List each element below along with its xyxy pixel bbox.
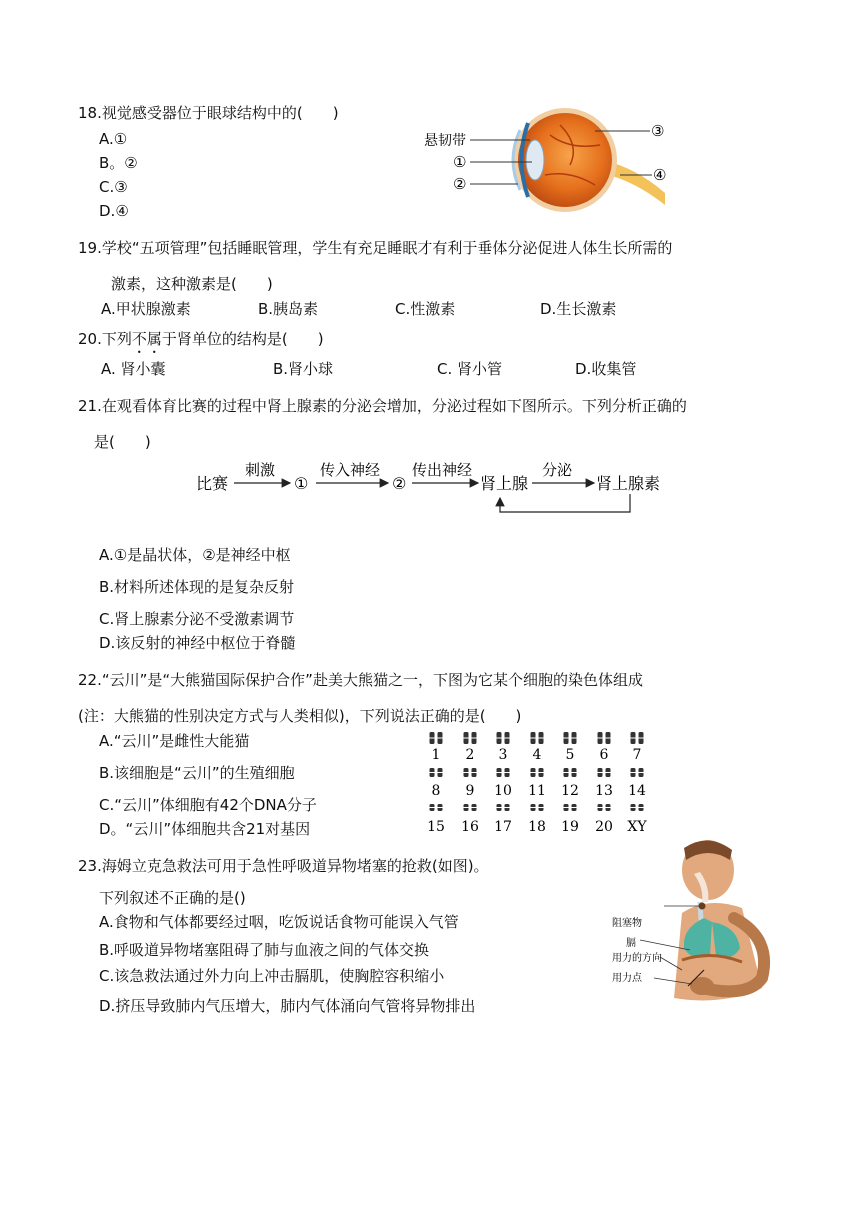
q20-option-a: A. 肾小囊 [101, 360, 166, 378]
q19-option-d: D.生长激素 [540, 300, 617, 318]
chromosome-pair [430, 804, 443, 811]
q21-stem-line1: 21.在观看体育比赛的过程中肾上腺素的分泌会增加，分泌过程如下图所示。下列分析正确的 [78, 397, 687, 415]
reflex-flow-diagram [190, 456, 670, 518]
chromosome-pair [598, 768, 611, 777]
q23-option-d: D.挤压导致肺内气压增大，肺内气体涌向气管将异物排出 [99, 997, 476, 1015]
q22-stem-line1: 22.“云川”是“大熊猫国际保护合作”赴美大熊猫之一，下图为它某个细胞的染色体组成 [78, 671, 643, 689]
q19-option-c: C.性激素 [395, 300, 456, 318]
chromosome-pair [464, 768, 477, 777]
chromosome-number: 17 [494, 819, 512, 834]
flow-node-adrenaline: 肾上腺素 [596, 474, 661, 493]
q21-option-b: B.材料所述体现的是复杂反射 [99, 578, 295, 596]
chromosome-pair [631, 768, 644, 777]
q21-option-c: C.肾上腺素分泌不受激素调节 [99, 610, 295, 628]
chromosome-number: 1 [431, 747, 441, 763]
karyotype-figure [416, 724, 661, 834]
flow-node-1: ① [294, 474, 309, 493]
chromosome-pair [497, 768, 510, 777]
q18-option-a: A.① [99, 130, 128, 148]
flow-node-adrenal: 肾上腺 [480, 474, 529, 493]
flow-arrow-efferent: 传出神经 [412, 461, 473, 479]
q19-option-a: A.甲状腺激素 [101, 300, 191, 318]
chromosome-number: 9 [465, 783, 475, 799]
q20-option-d: D.收集管 [575, 360, 637, 378]
chromosome-number: 16 [461, 819, 479, 834]
q22-option-a: A.“云川”是雌性大能猫 [99, 732, 250, 750]
flow-arrow-stimulus: 刺激 [245, 461, 276, 479]
q20-option-b: B.肾小球 [273, 360, 334, 378]
chromosome-number: 18 [528, 819, 546, 834]
chromosome-number: 11 [528, 783, 546, 799]
q19-option-b: B.胰岛素 [258, 300, 319, 318]
q19-stem-line1: 19.学校“五项管理”包括睡眠管理，学生有充足睡眠才有利于垂体分泌促进人体生长所需的 [78, 239, 673, 257]
chromosome-pair [464, 732, 477, 744]
label-ligament: 悬韧带 [424, 133, 466, 149]
chromosome-number: 20 [595, 819, 613, 834]
chromosome-number: 3 [498, 747, 508, 763]
q20-stem-post: 于肾单位的结构是( ) [161, 330, 324, 348]
q18-option-b: B。② [99, 154, 138, 172]
chromosome-pair [564, 768, 577, 777]
chromosome-pair [564, 732, 577, 744]
chromosome-pair [497, 804, 510, 811]
q18-option-d: D.④ [99, 202, 129, 220]
label-1: ① [453, 153, 467, 171]
q22-option-c: C.“云川”体细胞有42个DNA分子 [99, 796, 317, 814]
label-2: ② [453, 175, 467, 193]
chromosome-pair [430, 732, 443, 744]
flow-feedback-arrow [500, 494, 630, 512]
chromosome-pair [464, 804, 477, 811]
chromosome-pair [497, 732, 510, 744]
q20-stem-pre: 20.下列 [78, 330, 132, 348]
q23-option-c: C.该急救法通过外力向上冲击膈肌，使胸腔容积缩小 [99, 967, 445, 985]
flow-arrow-afferent: 传入神经 [320, 461, 381, 479]
chromosome-number: 5 [565, 747, 575, 763]
flow-arrow-secrete: 分泌 [542, 461, 573, 479]
chromosome-number: 14 [628, 783, 646, 799]
label-3: ③ [651, 122, 665, 140]
chromosome-number: 6 [599, 747, 609, 763]
chromosome-number: 8 [431, 783, 441, 799]
label-force-direction: 用力的方向 [612, 953, 662, 964]
q20-stem [78, 329, 324, 357]
q20-option-c: C. 肾小管 [437, 360, 503, 378]
heimlich-figure [612, 838, 772, 1003]
chromosome-pair [531, 804, 544, 811]
chromosome-pair [430, 768, 443, 777]
chromosome-pair [598, 732, 611, 744]
q19-stem-line2: 激素，这种激素是( ) [111, 275, 273, 293]
label-force-point: 用力点 [612, 973, 642, 984]
q20-stem-emphasis: 不属 [131, 330, 162, 348]
chromosome-pair [598, 804, 611, 811]
q22-option-d: D。“云川”体细胞共含21对基因 [99, 820, 311, 838]
q22-option-b: B.该细胞是“云川”的生殖细胞 [99, 764, 295, 782]
flow-node-competition: 比赛 [196, 474, 229, 493]
chromosome-number: 4 [532, 747, 542, 763]
q23-option-b: B.呼吸道异物堵塞阻碍了肺与血液之间的气体交换 [99, 941, 430, 959]
chromosome-pair [631, 804, 644, 811]
chromosome-number: 15 [427, 819, 445, 834]
q23-stem: 23.海姆立克急救法可用于急性呼吸道异物堵塞的抢救(如图)。 [78, 857, 489, 875]
label-obstruction: 阻塞物 [612, 918, 642, 929]
q21-option-d: D.该反射的神经中枢位于脊髓 [99, 634, 296, 652]
chromosome-pair [631, 732, 644, 744]
label-diaphragm: 膈 [626, 938, 636, 949]
chromosome-number: 13 [595, 783, 613, 799]
chromosome-pair [531, 768, 544, 777]
chromosome-number: 7 [632, 747, 642, 763]
eye-diagram [420, 105, 670, 217]
q21-stem-line2: 是( ) [94, 433, 151, 451]
flow-node-2: ② [392, 474, 407, 493]
chromosome-number: 12 [561, 783, 579, 799]
lens [526, 140, 544, 180]
chromosome-number: 2 [465, 747, 475, 763]
chromosome-pair [531, 732, 544, 744]
chromosome-number: 10 [494, 783, 512, 799]
chromosome-pair [564, 804, 577, 811]
chromosome-number: 19 [561, 819, 579, 834]
label-4: ④ [653, 166, 667, 184]
q23-stem2: 下列叙述不正确的是() [99, 889, 246, 907]
q21-option-a: A.①是晶状体，②是神经中枢 [99, 546, 291, 564]
q22-stem-line2: (注：大熊猫的性别决定方式与人类相似)，下列说法正确的是( ) [78, 707, 522, 725]
q23-option-a: A.食物和气体都要经过咽，吃饭说话食物可能误入气管 [99, 913, 459, 931]
q18-option-c: C.③ [99, 178, 128, 196]
q18-stem: 18.视觉感受器位于眼球结构中的( ) [78, 104, 339, 122]
chromosome-number: XY [627, 819, 647, 834]
